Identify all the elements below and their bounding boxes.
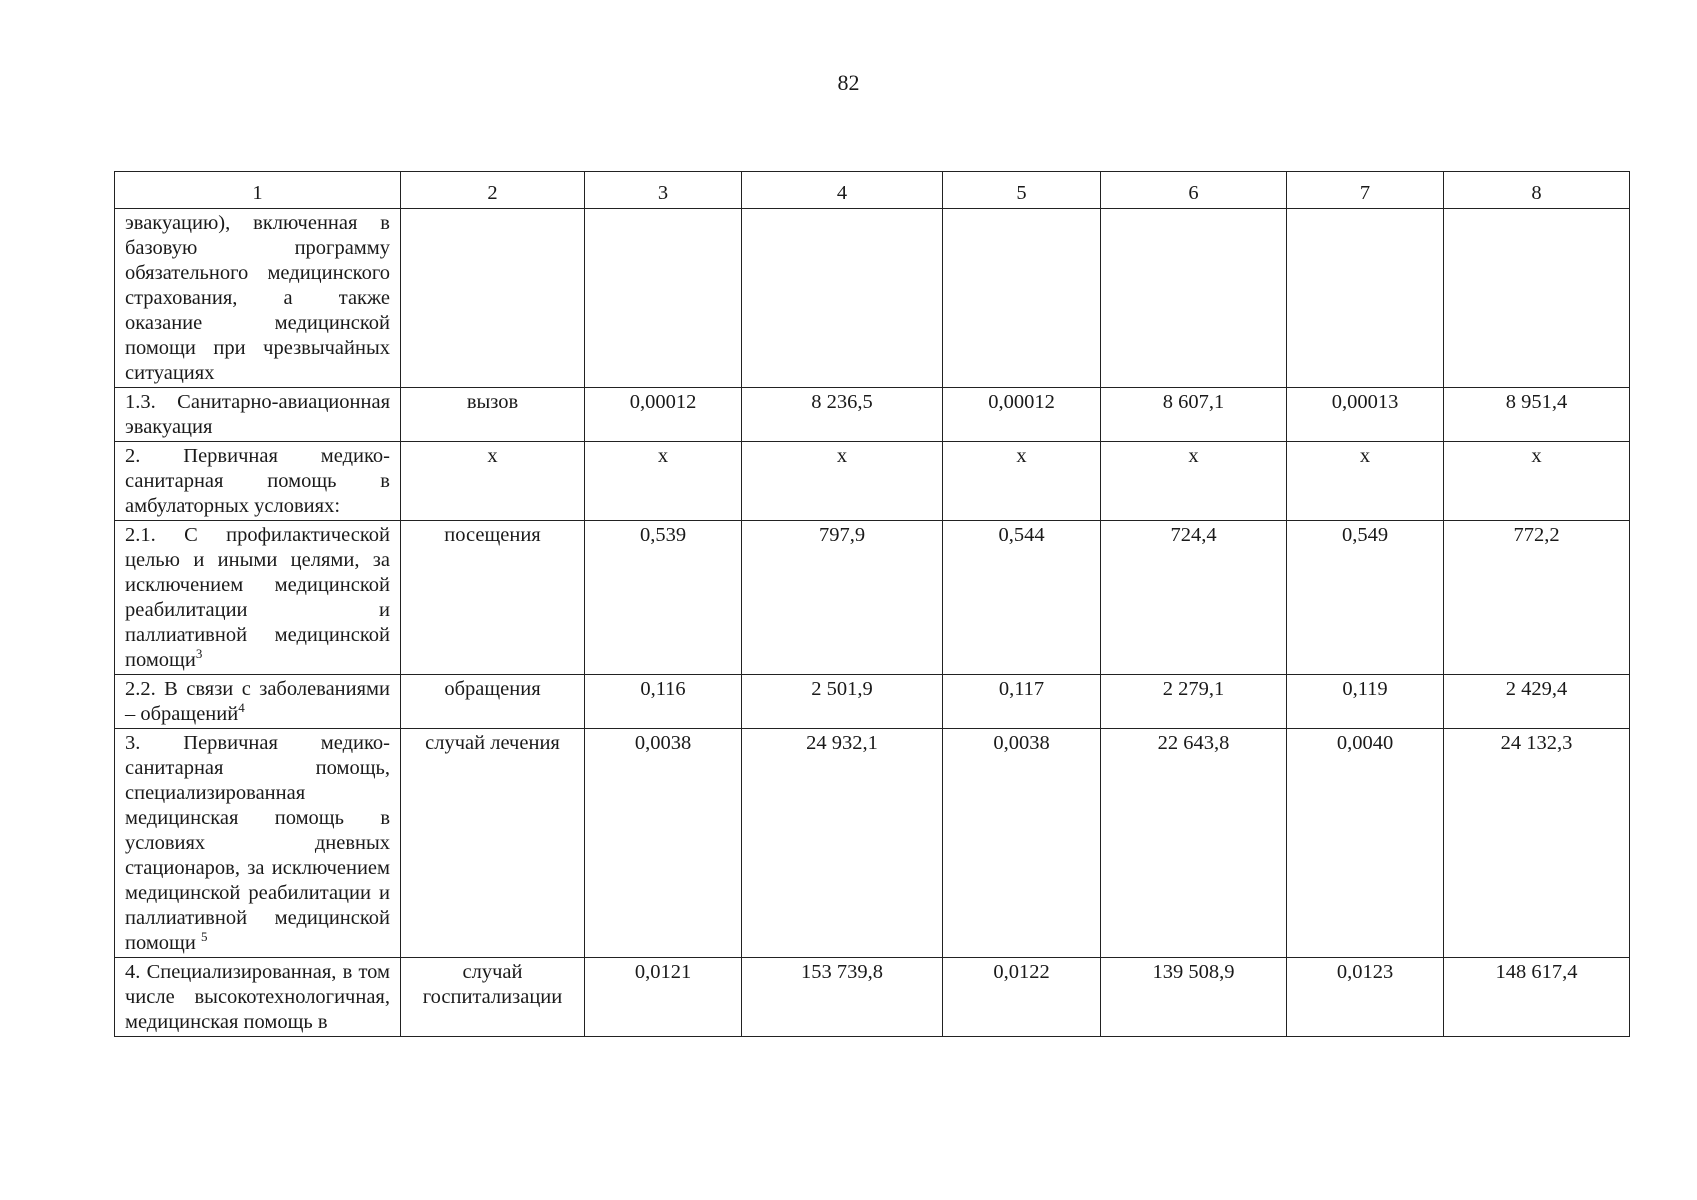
row-description-text: 2.1. С профилактической целью и иными целями, за исключением медицинской реабилитации и паллиативной медицинской помощи (125, 524, 390, 671)
row-value-col-7: х (1287, 442, 1444, 521)
row-value-col-7: 0,0123 (1287, 958, 1444, 1037)
header-cell: 3 (585, 172, 742, 209)
row-value-col-3: 0,0038 (585, 729, 742, 958)
row-unit: посещения (401, 521, 585, 675)
table-row (115, 729, 1630, 958)
row-value-col-5: х (943, 442, 1101, 521)
header-cell: 4 (742, 172, 943, 209)
row-value-col-5: 0,117 (943, 675, 1101, 729)
row-value-col-5: 0,0122 (943, 958, 1101, 1037)
table-row (115, 388, 1630, 442)
row-value-col-7: 0,0040 (1287, 729, 1444, 958)
footnote-marker: 5 (200, 929, 208, 945)
row-description-text: 2.2. В связи с заболеваниями – обращений (125, 678, 390, 725)
row-description (115, 729, 401, 958)
row-value-col-7: 0,549 (1287, 521, 1444, 675)
row-value-col-4: 8 236,5 (742, 388, 943, 442)
row-description-text: 1.3. Санитарно-авиационная эвакуация (125, 391, 390, 438)
table-row (115, 442, 1630, 521)
row-value-col-5: 0,544 (943, 521, 1101, 675)
row-value-col-3 (585, 209, 742, 388)
row-value-col-8: 24 132,3 (1444, 729, 1630, 958)
row-value-col-6: 8 607,1 (1101, 388, 1287, 442)
row-value-col-6: 2 279,1 (1101, 675, 1287, 729)
row-description (115, 521, 401, 675)
row-value-col-8: 148 617,4 (1444, 958, 1630, 1037)
row-value-col-7: 0,00013 (1287, 388, 1444, 442)
footnote-marker: 3 (195, 646, 203, 662)
row-value-col-8: 772,2 (1444, 521, 1630, 675)
row-description (115, 209, 401, 388)
table-row (115, 521, 1630, 675)
row-value-col-3: х (585, 442, 742, 521)
row-value-col-4: 24 932,1 (742, 729, 943, 958)
row-value-col-8: 2 429,4 (1444, 675, 1630, 729)
row-value-col-3: 0,539 (585, 521, 742, 675)
header-cell: 2 (401, 172, 585, 209)
header-cell: 7 (1287, 172, 1444, 209)
row-value-col-8: х (1444, 442, 1630, 521)
row-value-col-8: 8 951,4 (1444, 388, 1630, 442)
row-description (115, 675, 401, 729)
row-description (115, 388, 401, 442)
page-number: 82 (837, 70, 860, 95)
row-value-col-6: 139 508,9 (1101, 958, 1287, 1037)
footnote-marker: 4 (238, 700, 245, 716)
row-value-col-5: 0,00012 (943, 388, 1101, 442)
row-unit: случай лечения (401, 729, 585, 958)
row-value-col-7: 0,119 (1287, 675, 1444, 729)
row-unit: обращения (401, 675, 585, 729)
row-value-col-3: 0,116 (585, 675, 742, 729)
row-unit: вызов (401, 388, 585, 442)
table-body (115, 172, 1630, 1037)
row-description-text: 3. Первичная медико-санитарная помощь, специализированная медицинская помощь в условиях дневных стационаров, за исключением медицинской реабилитации и паллиативной медицинской помощи (125, 732, 390, 954)
row-value-col-6 (1101, 209, 1287, 388)
table-row (115, 958, 1630, 1037)
row-value-col-8 (1444, 209, 1630, 388)
row-value-col-4: 2 501,9 (742, 675, 943, 729)
row-value-col-7 (1287, 209, 1444, 388)
row-description-text: 4. Специализированная, в том числе высокотехнологичная, медицинская помощь в (125, 961, 390, 1033)
row-value-col-6: х (1101, 442, 1287, 521)
row-value-col-6: 22 643,8 (1101, 729, 1287, 958)
table-row (115, 675, 1630, 729)
row-unit (401, 209, 585, 388)
header-cell: 6 (1101, 172, 1287, 209)
row-description (115, 442, 401, 521)
row-unit: х (401, 442, 585, 521)
row-description-text: эвакуацию), включенная в базовую программу обязательного медицинского страхования, а также оказание медицинской помощи при чрезвычайных ситуациях (125, 212, 390, 384)
header-cell: 5 (943, 172, 1101, 209)
row-value-col-4: 153 739,8 (742, 958, 943, 1037)
row-value-col-3: 0,0121 (585, 958, 742, 1037)
row-value-col-5: 0,0038 (943, 729, 1101, 958)
row-unit: случай госпитализации (401, 958, 585, 1037)
row-value-col-5 (943, 209, 1101, 388)
row-value-col-3: 0,00012 (585, 388, 742, 442)
header-cell: 8 (1444, 172, 1630, 209)
row-value-col-4 (742, 209, 943, 388)
header-cell: 1 (115, 172, 401, 209)
data-table (114, 171, 1630, 1037)
row-value-col-4: 797,9 (742, 521, 943, 675)
row-description (115, 958, 401, 1037)
table-header-row (115, 172, 1630, 209)
row-value-col-4: х (742, 442, 943, 521)
table-row (115, 209, 1630, 388)
row-description-text: 2. Первичная медико-санитарная помощь в амбулаторных условиях: (125, 445, 390, 517)
row-value-col-6: 724,4 (1101, 521, 1287, 675)
